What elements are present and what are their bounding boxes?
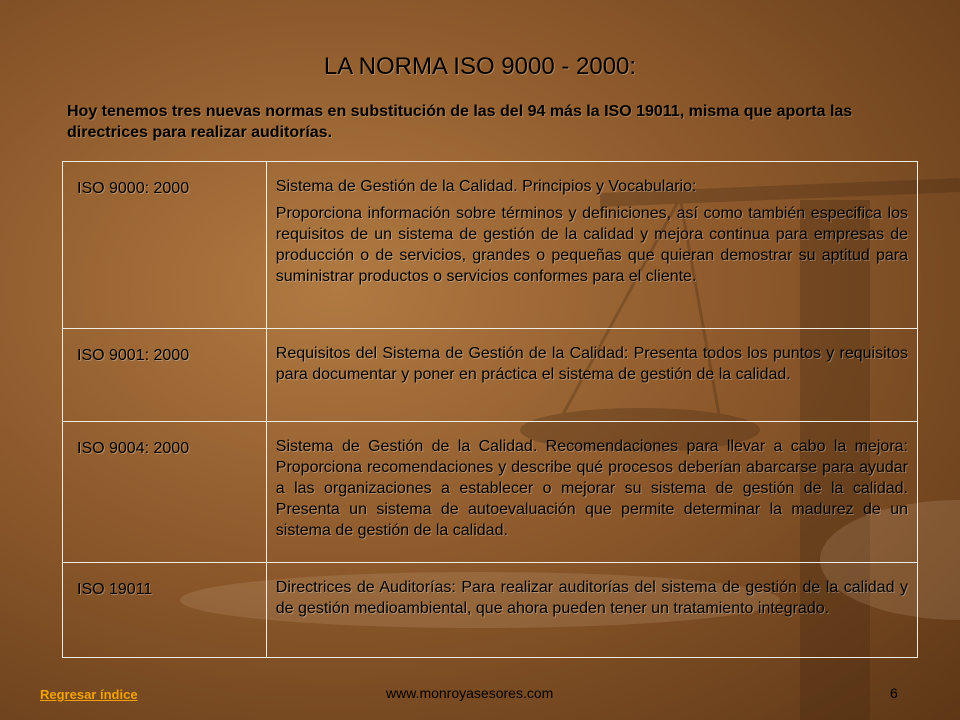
iso-norms-table [62, 161, 918, 658]
norm-text: Requisitos del Sistema de Gestión de la Calidad: Presenta todos los puntos y requisitos para documentar y poner en práctica el sistema de gestión de la calidad. [275, 345, 908, 383]
slide-title: LA NORMA ISO 9000 - 2000: [323, 53, 637, 80]
table-row [63, 563, 918, 658]
norm-description [266, 422, 917, 563]
table-row [63, 329, 918, 422]
norm-text: Sistema de Gestión de la Calidad. Recomendaciones para llevar a cabo la mejora: Proporciona recomendaciones y describe qué procesos deberían abarcarse para ayudar a las organizaciones a establecer o mejorar su sistema de gestión de la calidad. Presenta un sistema de autoevaluación que permite determinar la madurez de un sistema de gestión de la calidad. [275, 438, 908, 539]
norm-description [266, 563, 917, 658]
norm-code: ISO 9000: 2000 [63, 162, 267, 329]
norm-text: Directrices de Auditorías: Para realizar auditorías del sistema de gestión de la calidad y de gestión medioambiental, que ahora pueden tener un tratamiento integrado. [275, 579, 908, 617]
back-to-index-link[interactable]: Regresar índice [40, 687, 138, 702]
slide-subtitle: Hoy tenemos tres nuevas normas en substitución de las del 94 más la ISO 19011, misma que aporta las directrices para realizar auditorías. [67, 103, 853, 141]
norm-code: ISO 9004: 2000 [63, 422, 267, 563]
table-row [63, 422, 918, 563]
norm-description [266, 329, 917, 422]
norm-code: ISO 19011 [63, 563, 267, 658]
table-row [63, 162, 918, 329]
norm-description [266, 162, 917, 329]
norm-code: ISO 9001: 2000 [63, 329, 267, 422]
page-number: 6 [890, 685, 898, 701]
norm-text: Proporciona información sobre términos y definiciones, así como también especifica los requisitos de un sistema de gestión de la calidad y mejora continua para empresas de producción o de servicios, grandes o pequeñas que quieran demostrar su aptitud para suministrar productos o servicios conformes para el cliente. [275, 205, 908, 285]
footer-website: www.monroyasesores.com [386, 685, 554, 701]
norm-heading: Sistema de Gestión de la Calidad. Principios y Vocabulario: [275, 178, 697, 195]
